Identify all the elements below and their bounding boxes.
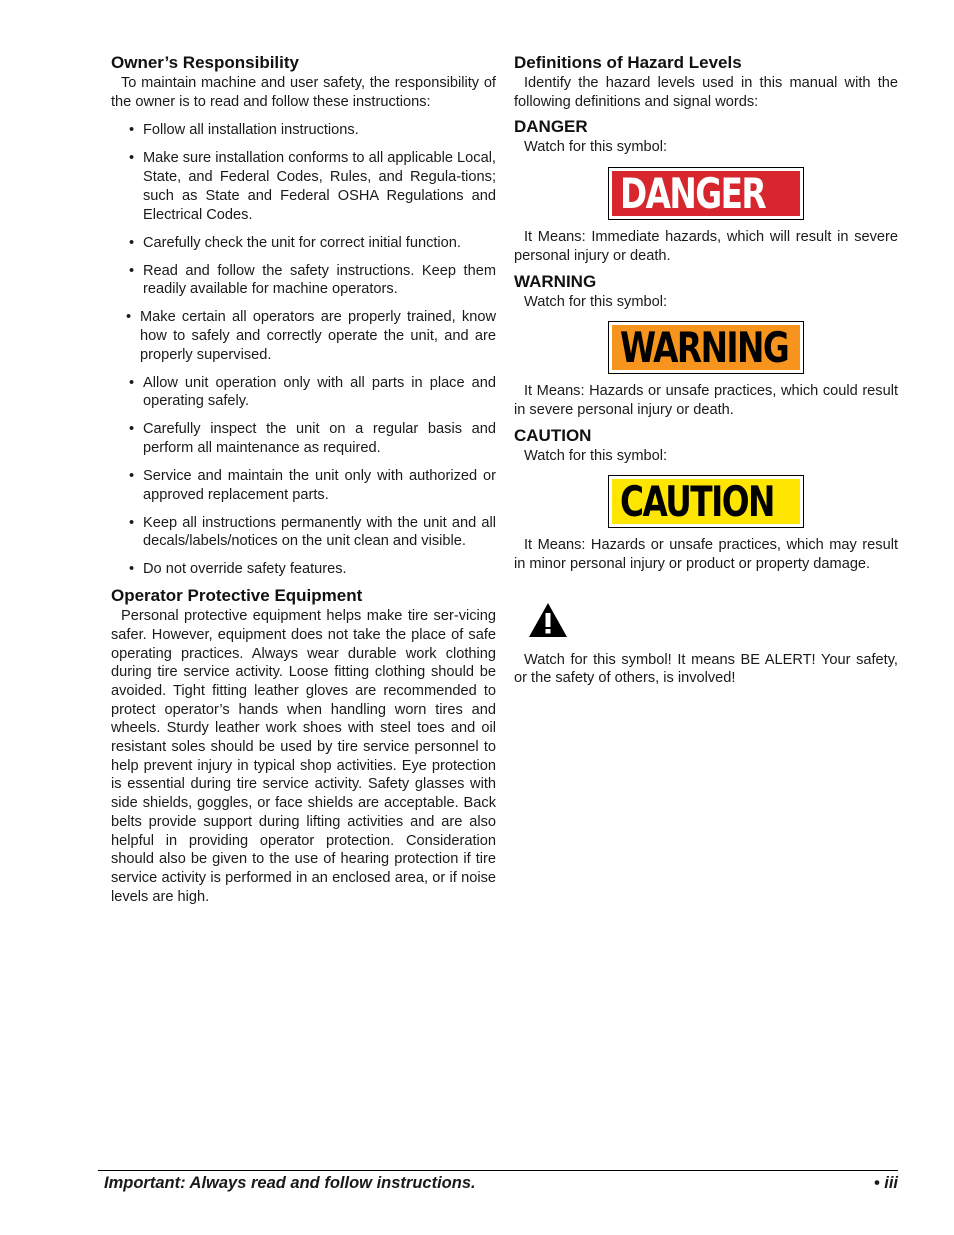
operator-equipment-heading: Operator Protective Equipment [111, 586, 363, 606]
caution-means-text: It Means: Hazards or unsafe practices, which may result in minor personal injury or product or property damage. [514, 537, 898, 573]
alert-symbol-text: Watch for this symbol! It means BE ALERT! Your safety, or the safety of others, is involved! [514, 651, 898, 687]
warning-sign-word: WARNING [620, 322, 789, 372]
list-item: • Read and follow the safety instructions. Keep them readily available for machine operators. [129, 262, 496, 298]
right-column [514, 52, 898, 688]
bullet: • [129, 514, 135, 531]
caution-watch-text: Watch for this symbol: [524, 447, 668, 464]
list-item: • Keep all instructions permanently with the unit and all decals/labels/notices on the unit clean and visible. [129, 514, 496, 550]
warning-watch-text: Watch for this symbol: [524, 293, 668, 310]
page-number: • iii [873, 1174, 898, 1192]
page-footer [104, 1172, 898, 1194]
list-item: • Carefully check the unit for correct initial function. [129, 234, 461, 251]
danger-sign [608, 167, 804, 220]
warning-heading: WARNING [514, 271, 597, 291]
bullet: • [129, 234, 135, 251]
owners-intro: To maintain machine and user safety, the responsibility of the owner is to read and follow these instructions: [111, 75, 496, 110]
danger-heading: DANGER [514, 117, 588, 137]
bullet: • [129, 122, 135, 139]
list-item: • Make sure installation conforms to all applicable Local, State, and Federal Codes, Rules, and Regula-tions; such as State and Federal OSHA Regulations and Electrical Codes. [129, 150, 496, 223]
operator-equipment-body: Personal protective equipment helps make tire ser-vicing safer. However, equipment does not take the place of safe operating practices. Always wear durable work clothing during tire service activity. Loose fitting clothing should be avoided. Tight fitting leather gloves are recommended to protect operator’s hands when handling worn tires and wheels. Sturdy leather work shoes with steel toes and oil resistant soles should be used by tire service personnel to help prevent injury in typical shop activities. Eye protection is essential during tire service activity. Safety glasses with side shields, goggles, or face shields are acceptable. Back belts provide support during lifting activities and are also helpful in providing operator protection. Consideration should also be given to the use of hearing protection if tire service activity is performed in an enclosed area, or if noise levels are high. [111, 608, 496, 905]
footer-rule [98, 1170, 898, 1171]
owners-list [111, 121, 496, 579]
warning-sign [608, 321, 804, 374]
list-item: • Do not override safety features. [129, 561, 347, 578]
bullet: • [129, 374, 135, 391]
danger-watch-text: Watch for this symbol: [524, 139, 668, 156]
bullet: • [129, 468, 135, 485]
left-column [111, 52, 496, 906]
hazard-levels-heading: Definitions of Hazard Levels [514, 53, 742, 72]
safety-alert-triangle-icon [528, 602, 568, 638]
bullet: • [129, 421, 135, 438]
bullet: • [129, 262, 135, 279]
list-item: • Follow all installation instructions. [129, 122, 359, 139]
list-item: • Carefully inspect the unit on a regular basis and perform all maintenance as required. [129, 421, 496, 457]
caution-sign [608, 475, 804, 528]
list-item: • Service and maintain the unit only with authorized or approved replacement parts. [129, 468, 496, 503]
bullet: • [129, 150, 135, 167]
bullet: • [126, 309, 132, 326]
owners-responsibility-heading: Owner’s Responsibility [111, 53, 299, 72]
list-item: • Allow unit operation only with all parts in place and operating safely. [129, 374, 496, 410]
hazard-levels-intro: Identify the hazard levels used in this manual with the following definitions and signal words: [514, 75, 898, 110]
warning-means-text: It Means: Hazards or unsafe practices, which could result in severe personal injury or death. [514, 383, 898, 418]
danger-sign-word: DANGER [620, 168, 766, 218]
list-item: • Make certain all operators are properly trained, know how to safely and correctly operate the unit, and are properly supervised. [126, 309, 496, 363]
danger-means-text: It Means: Immediate hazards, which will result in severe personal injury or death. [514, 229, 898, 264]
footer-note: Important: Always read and follow instructions. [104, 1174, 476, 1192]
caution-sign-word: CAUTION [620, 476, 774, 526]
caution-heading: CAUTION [514, 425, 592, 445]
bullet: • [129, 561, 135, 578]
